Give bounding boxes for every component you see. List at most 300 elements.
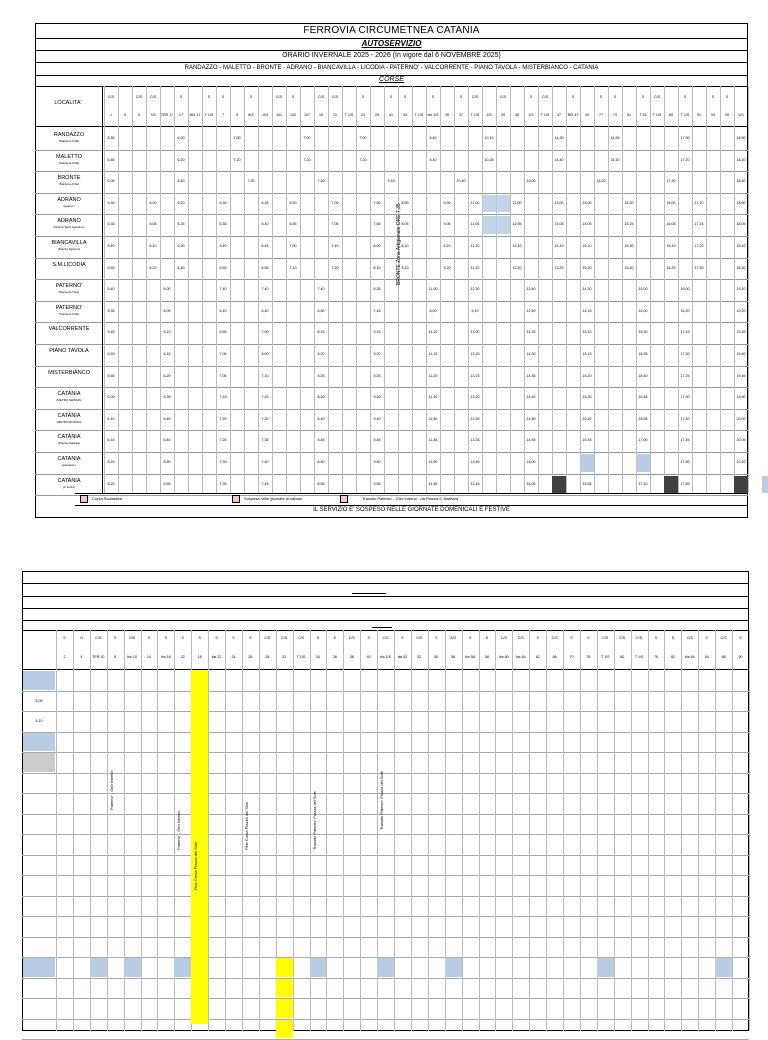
col-divider (749, 630, 750, 1031)
corsa-flag: C/S (281, 636, 288, 640)
col-divider (141, 630, 142, 1031)
localita-header: LOCALITA' (54, 100, 82, 106)
time-cell: 5,50 (107, 352, 115, 356)
time-cell: 9,40 (373, 416, 381, 421)
corsa-number: T 1/S (470, 113, 480, 117)
corsa-number: 70 (569, 655, 574, 659)
time-cell: 15,25 (624, 222, 634, 227)
time-cell: 13,20 (554, 265, 564, 270)
time-cell: 15,10 (582, 330, 592, 335)
time-cell: 12,05 (512, 222, 522, 227)
corsa-number: 19 (319, 113, 323, 117)
row-divider (22, 814, 749, 815)
time-cell: 6,50 (219, 265, 227, 270)
corsa-flag: S (599, 95, 603, 99)
time-cell: 7,40 (219, 287, 227, 292)
time-cell: 8,50 (317, 460, 325, 464)
corsa-number: 4 (80, 655, 83, 659)
time-cell: 7,55 (373, 222, 381, 227)
corsa-number: 7/S (150, 113, 156, 117)
row-divider (22, 1019, 749, 1020)
time-cell: 7,00 (331, 200, 339, 205)
corsa-flag: C/S (551, 636, 558, 640)
col-divider (636, 86, 637, 493)
time-cell: 10,40 (456, 179, 466, 184)
time-cell: 7,50 (373, 200, 381, 205)
stop-subtitle: (autostaz.) (61, 463, 77, 467)
time-cell: 16,30 (638, 330, 648, 335)
time-cell: 10,25 (484, 157, 494, 162)
corsa-flag: S (215, 636, 218, 640)
corsa-flag: S (459, 95, 463, 99)
corsa-number: BIS 47 (567, 113, 579, 117)
corsa-flag: S (529, 95, 533, 99)
highlight-cell (482, 216, 510, 234)
row-divider (22, 691, 749, 692)
time-cell: 18,10 (736, 244, 746, 248)
corsa-number: T 1/S (204, 113, 214, 117)
corsa-number: 45 (515, 113, 519, 117)
col-divider (664, 86, 665, 493)
time-cell: 5,35 (107, 222, 115, 227)
stop-subtitle: (METRO BORGO) (56, 419, 82, 424)
time-cell: 14,50 (526, 416, 536, 421)
time-cell: 6,25 (177, 222, 185, 227)
corsa-flag: C/S (332, 95, 338, 99)
corsa-flag: S (401, 636, 404, 640)
corsa-number: bis 58 (465, 655, 475, 659)
time-cell: 16,55 (638, 416, 648, 421)
time-cell: 8,40 (429, 157, 437, 162)
corsa-flag: S (389, 95, 393, 99)
col-divider (594, 86, 595, 493)
time-cell: 6,00 (163, 287, 171, 292)
corsa-number: 34 (315, 655, 320, 659)
col-divider (546, 630, 547, 1031)
time-cell: 8,40 (429, 136, 437, 140)
corsa-number: 103 (262, 113, 268, 117)
time-cell: 6,55 (163, 481, 171, 486)
corsa-number: 9 (236, 113, 238, 117)
time-cell: 18,20 (736, 157, 746, 162)
time-cell: 6,00 (149, 200, 157, 205)
col-divider (56, 630, 57, 1031)
time-cell: 15,10 (582, 244, 592, 248)
time-cell: 6,55 (107, 157, 115, 162)
col-divider (225, 630, 226, 1031)
col-divider (748, 86, 749, 493)
col-divider (732, 630, 733, 1031)
time-cell: 7,20 (219, 416, 227, 421)
time-cell: 8,10 (401, 244, 409, 248)
time-cell: 9,55 (373, 481, 381, 486)
corsa-number: T 1/S (540, 113, 550, 117)
corsa-number: 1/S (528, 113, 534, 117)
corsa-number: T 1/S (680, 113, 690, 117)
corsa-number: 22 (180, 655, 185, 659)
col-divider (293, 630, 294, 1031)
corsa-flag: C/S (636, 636, 643, 640)
col-divider (118, 86, 119, 493)
time-cell: 8,10 (373, 265, 381, 270)
highlight-cell (174, 958, 191, 977)
row-divider (22, 752, 749, 753)
time-cell: 11,45 (428, 438, 438, 443)
time-cell: 16,00 (680, 287, 690, 292)
col-divider (462, 630, 463, 1031)
time-cell: 15,15 (582, 352, 592, 356)
corsa-number: T 1/S (634, 655, 644, 659)
corsa-flag: S (641, 95, 645, 99)
time-cell: 10,10 (484, 136, 494, 140)
vertical-note: Transito Paterno' Piazza del Sole (311, 791, 317, 850)
time-cell: 6,20 (107, 460, 115, 464)
col-divider (394, 630, 395, 1031)
corsa-number: bis 1/S (380, 655, 392, 659)
row-divider (22, 916, 749, 917)
corsa-number: 49 (585, 113, 589, 117)
vertical-note: Fine Corsa Piazza del Sole (243, 801, 249, 850)
time-cell: 5,45 (107, 330, 115, 335)
time-cell: 11,10 (470, 244, 480, 248)
row-divider (22, 937, 749, 938)
corsa-flag: O/S (128, 636, 136, 640)
time-cell: 8,55 (317, 481, 325, 486)
railway-title: FERROVIA CIRCUMETNEA CATANIA (303, 25, 480, 36)
time-cell: 7,10 (261, 373, 269, 378)
time-cell: 7,00 (233, 136, 241, 140)
time-cell: 7,00 (219, 352, 227, 356)
time-cell: 6,50 (163, 460, 171, 464)
corsa-flag: S (179, 95, 183, 99)
col-divider (412, 86, 413, 493)
time-cell: 7,30 (261, 416, 269, 421)
corsa-number: 18 (197, 655, 202, 659)
time-cell: 6,35 (107, 136, 115, 140)
time-cell: 11,55 (428, 481, 438, 486)
corsa-number: 101 (276, 113, 282, 117)
corsa-flag: S (435, 636, 438, 640)
corsa-number: 8/S (248, 113, 254, 117)
corsa-flag: C/S (472, 95, 478, 99)
time-cell: 6,35 (219, 222, 227, 227)
time-cell: 7,10 (289, 265, 297, 270)
row-divider (35, 409, 748, 410)
col-divider (146, 86, 147, 493)
time-cell: 7,45 (261, 481, 269, 486)
col-divider (479, 630, 480, 1031)
time-cell: 15,20 (624, 200, 634, 205)
corsa-flag: S (536, 636, 539, 640)
col-divider (398, 86, 399, 493)
stop-name: ADRANO (autost.) (36, 197, 102, 209)
corsa-number: 77 (599, 113, 603, 117)
col-divider (230, 86, 231, 493)
time-cell: 7,25 (219, 438, 227, 443)
vertical-note: Paterno' - Giro Interno (108, 770, 114, 810)
col-divider (440, 86, 441, 493)
corsa-number: 21 (333, 113, 337, 117)
highlight-cell (276, 1020, 293, 1039)
corsa-flag: S (232, 636, 235, 640)
time-cell: 14,30 (582, 287, 592, 292)
time-cell: 13,40 (526, 287, 536, 292)
time-cell: 6,00 (177, 136, 185, 140)
time-cell: 7,40 (261, 287, 269, 292)
corsa-number: 58 (484, 655, 489, 659)
time-cell: 6,00 (107, 395, 115, 400)
divider (22, 596, 749, 597)
corsa-number: 3 (124, 113, 126, 117)
time-cell: 9,10 (443, 244, 451, 248)
time-cell: 19,35 (736, 330, 746, 335)
corsa-flag: C/S (136, 95, 142, 99)
time-cell: 16,10 (666, 244, 676, 248)
time-cell: 19,50 (736, 395, 746, 400)
time-cell: 15,20 (582, 265, 592, 270)
time-cell: 19,45 (736, 373, 746, 378)
row-divider (35, 387, 748, 388)
corsa-number: T 1/S (344, 113, 354, 117)
time-cell: 8,15 (317, 330, 325, 335)
stop-subtitle: (Piazza Sgriccio) (57, 247, 81, 251)
time-cell: 7,00 (289, 244, 297, 248)
corsa-number: 36 (332, 655, 337, 659)
time-cell: 15,00 (638, 308, 648, 313)
time-cell: 6,45 (261, 244, 269, 248)
corsa-flag: S (147, 636, 151, 640)
row-divider (22, 834, 749, 835)
time-cell: 17,30 (694, 265, 704, 270)
time-cell: 7,45 (373, 308, 381, 313)
stop-name: CATANIA (Piazza Galatea) (36, 434, 102, 446)
col-divider (566, 86, 567, 493)
row-divider (35, 193, 748, 194)
time-cell: 9,05 (443, 222, 451, 227)
corsa-flag: S (367, 636, 370, 640)
time-cell: 18,20 (736, 265, 746, 270)
highlight-cell (124, 958, 141, 977)
time-cell: 6,05 (107, 179, 115, 184)
highlight-cell (276, 958, 293, 977)
time-cell: 12,30 (470, 287, 480, 292)
corsa-flag: S (361, 95, 365, 99)
time-cell: 13,00 (554, 200, 564, 205)
corsa-number: bis 84 (685, 655, 695, 659)
corsa-flag: S (333, 636, 337, 640)
corsa-number: 2 (63, 655, 66, 659)
col-divider (692, 86, 693, 493)
stop-name: VALCORRENTE (48, 326, 90, 333)
vertical-note: Paterno' - Giro Interno (176, 810, 182, 850)
corsa-flag: C/S (298, 636, 305, 640)
time-cell: 17,20 (680, 157, 690, 162)
title-underline (372, 627, 392, 628)
highlight-cell (482, 195, 510, 213)
stop-name: S.M.LICODIA (52, 261, 86, 268)
col-divider (384, 86, 385, 493)
corse-title: CORSE (379, 76, 404, 83)
time-cell: 6,40 (261, 308, 269, 313)
corsa-number: T 1/S (414, 113, 424, 117)
dark-cell (664, 476, 678, 494)
time-cell: 7,00 (303, 136, 311, 140)
col-divider (174, 86, 175, 493)
corsa-number: 73 (613, 113, 617, 117)
stop-name: BRONTE (Stazione FCE) (36, 175, 102, 187)
time-cell: 15,40 (624, 265, 634, 270)
time-cell: 17,10 (638, 481, 648, 486)
corsa-number: 39 (501, 113, 505, 117)
stop-name: ADRANO (Piazza Sant' Agostino) (36, 218, 102, 230)
corsa-flag: O (79, 636, 83, 640)
corsa-number: 88 (721, 655, 726, 659)
time-cell: 6,15 (107, 438, 115, 443)
time-cell: 6,20 (149, 265, 157, 270)
time-cell: 8,25 (317, 373, 325, 378)
time-cell: 17,45 (680, 438, 690, 443)
corsa-number: 89 (669, 113, 673, 117)
divider (35, 62, 748, 63)
corsa-flag: S (587, 636, 590, 640)
corsa-number: 23 (361, 113, 365, 117)
col-divider (580, 630, 581, 1031)
time-cell: 6,40 (177, 179, 185, 184)
time-cell: 6,40 (219, 244, 227, 248)
corsa-flag: C/S (318, 95, 324, 99)
row-divider (35, 279, 748, 280)
highlight-cell (276, 979, 293, 998)
timetable-validity: ORARIO INVERNALE 2025 - 2026 (In vigore dal 6 NOVEMBRE 2025) (282, 52, 501, 59)
corsa-flag: S (431, 95, 435, 99)
corsa-flag: C/S (720, 636, 727, 640)
dark-cell (734, 476, 748, 494)
highlight-cell (377, 958, 394, 977)
corsa-flag: S (207, 95, 211, 99)
corsa-number: 1/S (738, 113, 744, 117)
time-cell: 6,40 (177, 265, 185, 270)
col-divider (720, 86, 721, 493)
time-cell: 9,15 (373, 330, 381, 335)
corsa-number: 50 (434, 655, 439, 659)
time-cell: 12,40 (526, 308, 536, 313)
stop-name: BIANCAVILLA (Piazza Sgriccio) (36, 240, 102, 252)
stop-name: CATANIA (autostaz.) (36, 456, 102, 468)
time-cell: 7,40 (261, 460, 269, 464)
corsa-number: 7 (222, 113, 224, 117)
stop-subtitle: (Stazione FCE) (58, 160, 80, 165)
legend-square-sabato (232, 495, 240, 503)
col-divider (216, 86, 217, 493)
legend-square-transito (340, 495, 348, 503)
corsa-number: 32 (282, 655, 287, 659)
corsa-number: bis 10 (127, 655, 137, 659)
row-divider (35, 236, 748, 237)
col-divider (428, 630, 429, 1031)
corsa-number: 14 (146, 655, 151, 659)
time-cell: 14,55 (526, 438, 536, 443)
divider (75, 505, 748, 506)
time-cell: 7,20 (359, 157, 367, 162)
time-cell: 17,15 (694, 222, 704, 227)
corsa-number: TER 10 (92, 655, 105, 659)
corsa-flag: S (705, 636, 708, 640)
time-cell: 7,35 (261, 438, 269, 443)
corsa-number: 82 (670, 655, 675, 659)
time-cell: 5,30 (107, 200, 115, 205)
time-cell: 6,10 (149, 244, 157, 248)
time-cell: 17,30 (666, 179, 676, 184)
time-cell: 15,20 (582, 373, 592, 378)
time-cell: 13,15 (470, 373, 480, 378)
time-cell: 12,10 (512, 244, 522, 248)
time-cell: 8,30 (317, 395, 325, 400)
highlight-cell (445, 958, 462, 977)
col-divider (314, 86, 315, 493)
col-divider (300, 86, 301, 493)
corsa-number: 78 (586, 655, 591, 659)
time-cell: 13,40 (470, 460, 480, 464)
corsa-flag: S (613, 95, 617, 99)
divider (22, 630, 749, 631)
time-cell: 6,10 (163, 330, 171, 335)
stop-name: PATERNO' Piazza del Sole (36, 283, 102, 295)
col-divider (356, 86, 357, 493)
highlight-cell (636, 454, 650, 472)
col-divider (614, 630, 615, 1031)
time-cell: 19,20 (736, 308, 746, 313)
time-cell: 8,00 (401, 200, 409, 205)
corsa-flag: C/S (348, 636, 355, 640)
time-cell: 7,05 (219, 373, 227, 378)
col-divider (411, 630, 412, 1031)
row-divider (22, 896, 749, 897)
highlight-cell (276, 999, 293, 1018)
corsa-flag: S (291, 95, 295, 99)
corsa-flag: S/O (450, 636, 457, 640)
time-cell: 15,55 (582, 481, 592, 486)
corsa-number: 38 (349, 655, 354, 659)
time-cell: 17,25 (680, 373, 690, 378)
row-divider (35, 474, 748, 475)
time-cell: 6,20 (177, 200, 185, 205)
corsa-flag: C/S (264, 636, 271, 640)
time-cell: 15,05 (582, 222, 592, 227)
col-divider (102, 86, 103, 493)
row-divider (22, 978, 749, 979)
time-cell: 13,10 (554, 244, 564, 248)
time-cell: 8,20 (317, 352, 325, 356)
stop-subtitle: (Piazza Sant' Agostino) (53, 225, 85, 230)
row-divider (35, 301, 748, 302)
col-divider (343, 630, 344, 1031)
legend-scolastica: Corsa Scolastica (92, 496, 123, 501)
col-divider (160, 86, 161, 493)
time-cell: 7,00 (359, 136, 367, 140)
divider (35, 86, 748, 87)
time-cell: 11,00 (428, 287, 438, 292)
time-cell: 14,55 (610, 136, 620, 140)
time-cell: 14,25 (526, 330, 536, 335)
corsa-number: 93 (711, 113, 715, 117)
corsa-number: T 81 (639, 113, 647, 117)
highlight-cell (762, 476, 768, 494)
corsa-number: 41 (389, 113, 393, 117)
corsa-flag: S (249, 636, 252, 640)
col-divider (524, 86, 525, 493)
time-cell: 8,05 (401, 222, 409, 227)
time-cell: 18,00 (736, 136, 746, 140)
